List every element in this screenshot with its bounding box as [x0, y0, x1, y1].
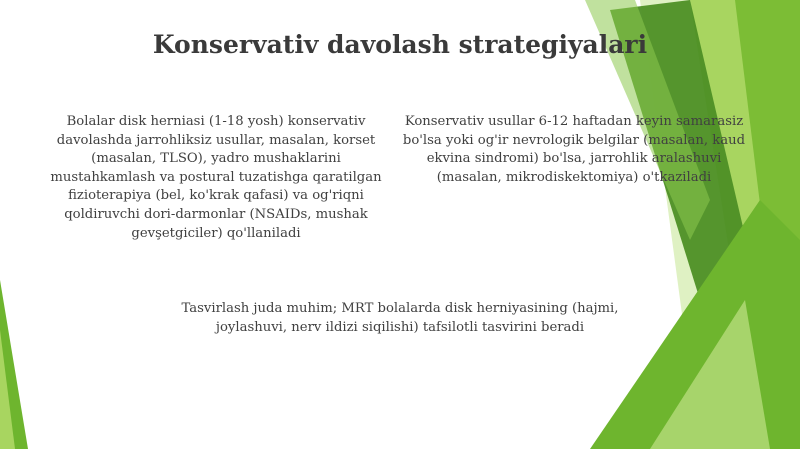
left-paragraph: Bolalar disk herniasi (1-18 yosh) konservativ davolashda jarrohliksiz usullar, masalan, korset (masalan, TLSO), yadro mushaklarini mustahkamlash va postural tuzatishga qaratilgan fizioterapiya (bel, ko'krak qafasi) va og'riqni qoldiruvchi dori-darmonlar (NSAIDs, mushak gevşetgiciler) qo'llaniladi — [50, 114, 382, 241]
right-paragraph: Konservativ usullar 6-12 haftadan keyin samarasiz bo'lsa yoki og'ir nevrologik belgilar (masalan, kaud ekvina sindromi) bo'lsa, jarrohlik aralashuvi (masalan, mikrodiskektomiya) o'tkaziladi — [402, 114, 746, 185]
slide-title: Konservativ davolash strategiyalari — [152, 30, 648, 59]
bottom-paragraph: Tasvirlash juda muhim; MRT bolalarda disk herniyasining (hajmi, joylashuvi, nerv ildizi siqilishi) tafsilotli tasvirini beradi — [181, 301, 619, 335]
